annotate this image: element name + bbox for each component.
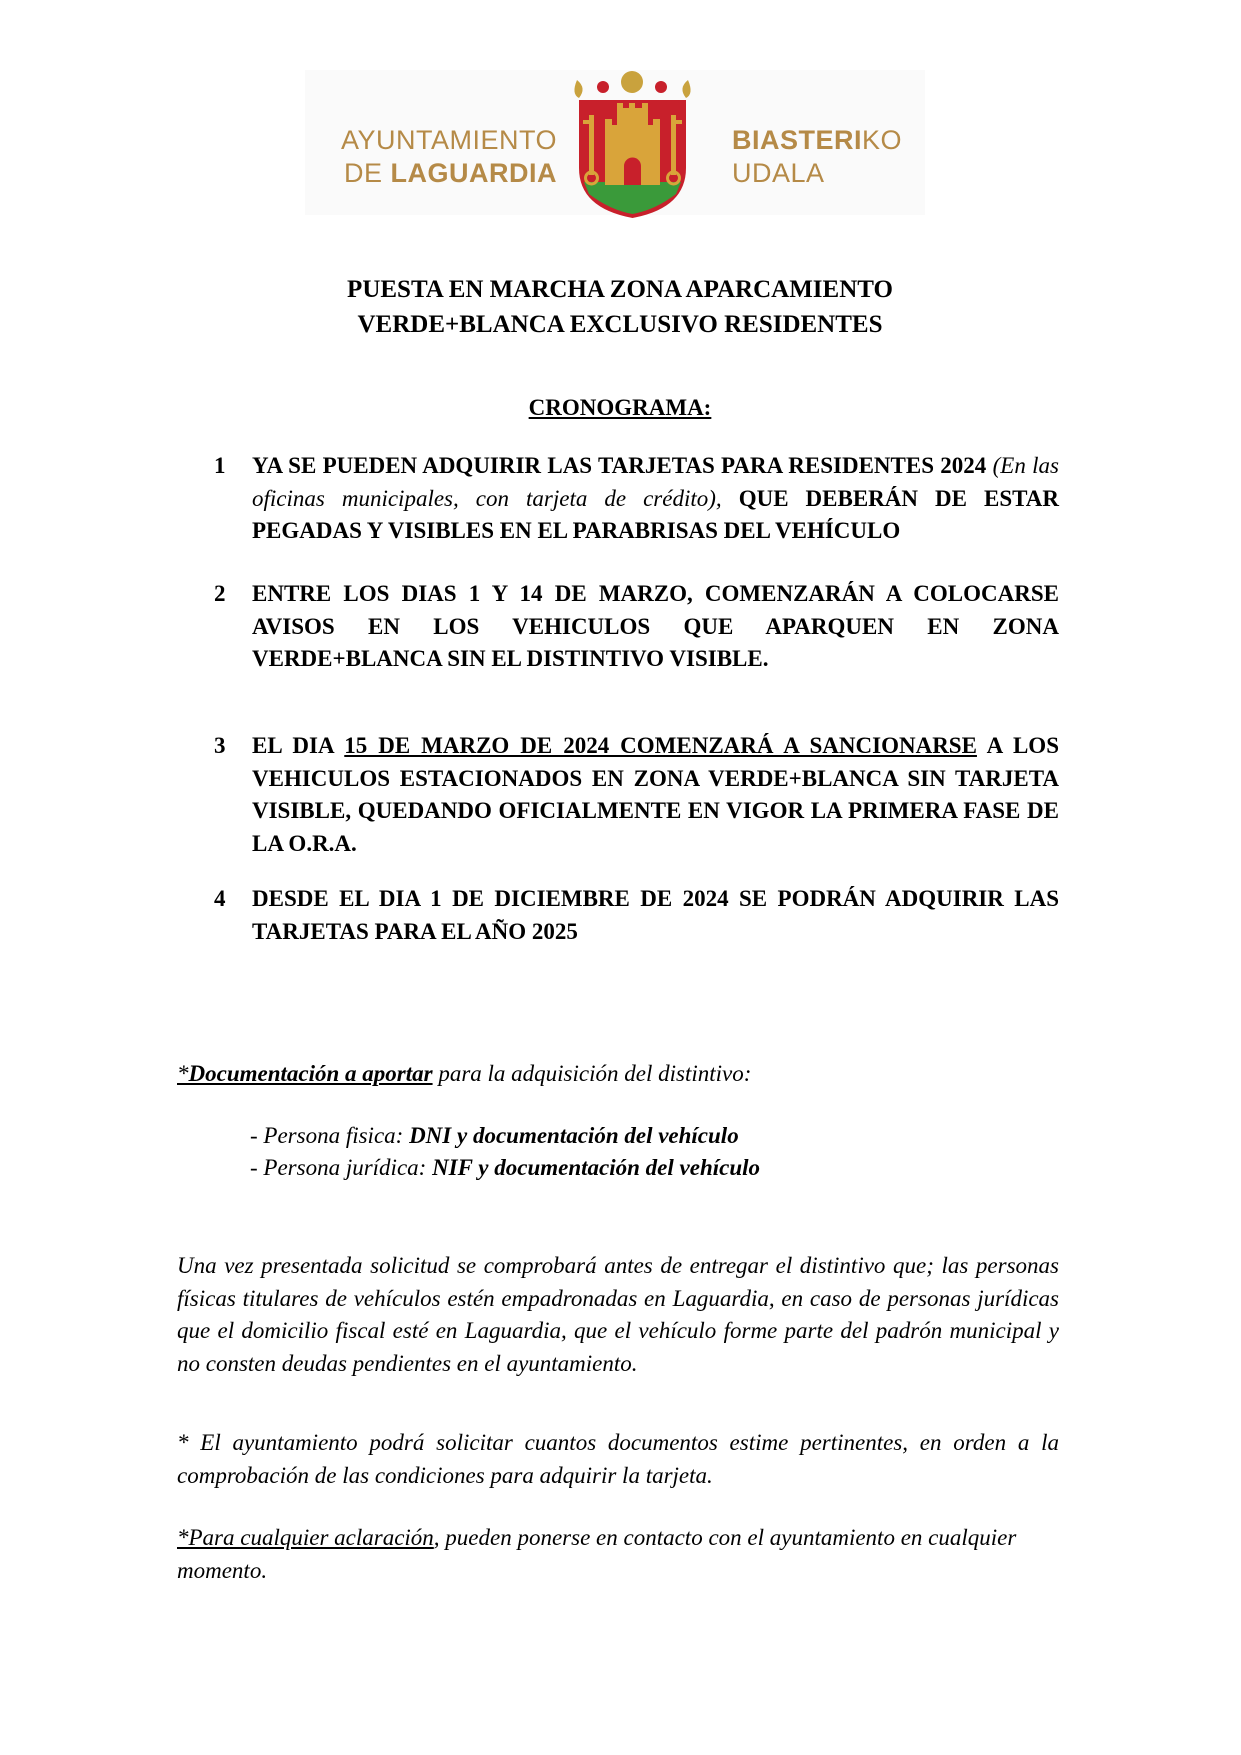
verification-paragraph: Una vez presentada solicitud se comprobará antes de entregar el distintivo que; las personas físicas titulares de vehículos estén empadronadas en Laguardia, en caso de personas jurídicas que el domicilio fiscal esté en Laguardia, que el vehículo forme parte del padrón municipal y no consten deudas pendientes en el ayuntamiento. — [177, 1253, 1059, 1376]
document-title: PUESTA EN MARCHA ZONA APARCAMIENTO VERDE+BLANCA EXCLUSIVO RESIDENTES — [347, 276, 893, 338]
logo-right-line1: BIASTERIKO — [732, 125, 903, 155]
contact-paragraph: *Para cualquier aclaración, pueden ponerse en contacto con el ayuntamiento en cualquier momento. — [177, 1525, 1017, 1583]
item-number: 4 — [214, 886, 226, 911]
logo-left-line1: AYUNTAMIENTO — [340, 125, 557, 155]
documents-note-paragraph: * El ayuntamiento podrá solicitar cuantos documentos estime pertinentes, en orden a la comprobación de las condiciones para adquirir la tarjeta. — [177, 1430, 1059, 1488]
item-number: 1 — [214, 453, 226, 478]
documentation-heading: *Documentación a aportar para la adquisición del distintivo: — [177, 1061, 752, 1086]
coat-of-arms-icon — [565, 70, 700, 220]
schedule-item-1: 1 YA SE PUEDEN ADQUIRIR LAS TARJETAS PARA RESIDENTES 2024 (En las oficinas municipales, con tarjeta de crédito), QUE DEBERÁN DE ESTAR PEGADAS Y VISIBLES EN EL PARABRISAS DEL VEHÍCULO — [214, 450, 1059, 548]
cronograma-heading: CRONOGRAMA: — [528, 395, 712, 420]
logo-left-line2: DE LAGUARDIA — [343, 158, 557, 188]
schedule-item-2: 2 ENTRE LOS DIAS 1 Y 14 DE MARZO, COMENZARÁN A COLOCARSE AVISOS EN LOS VEHICULOS QUE APARQUEN EN ZONA VERDE+BLANCA SIN EL DISTINTIVO VISIBLE. — [214, 578, 1059, 676]
doc-persona-juridica: - Persona jurídica: NIF y documentación del vehículo — [250, 1155, 761, 1180]
schedule-item-4: 4 DESDE EL DIA 1 DE DICIEMBRE DE 2024 SE PODRÁN ADQUIRIR LAS TARJETAS PARA EL AÑO 2025 — [214, 883, 1059, 948]
item-number: 2 — [214, 581, 226, 606]
logo-text-right — [732, 124, 932, 190]
logo-right-line2: UDALA — [732, 158, 825, 188]
logo-text-left — [317, 124, 557, 190]
doc-persona-fisica: - Persona fisica: DNI y documentación del vehículo — [250, 1123, 739, 1148]
item-number: 3 — [214, 733, 226, 758]
schedule-item-3: 3 EL DIA 15 DE MARZO DE 2024 COMENZARÁ A SANCIONARSE A LOS VEHICULOS ESTACIONADOS EN ZONA VERDE+BLANCA SIN TARJETA VISIBLE, QUEDANDO OFICIALMENTE EN VIGOR LA PRIMERA FASE DE LA O.R.A. — [214, 730, 1059, 860]
